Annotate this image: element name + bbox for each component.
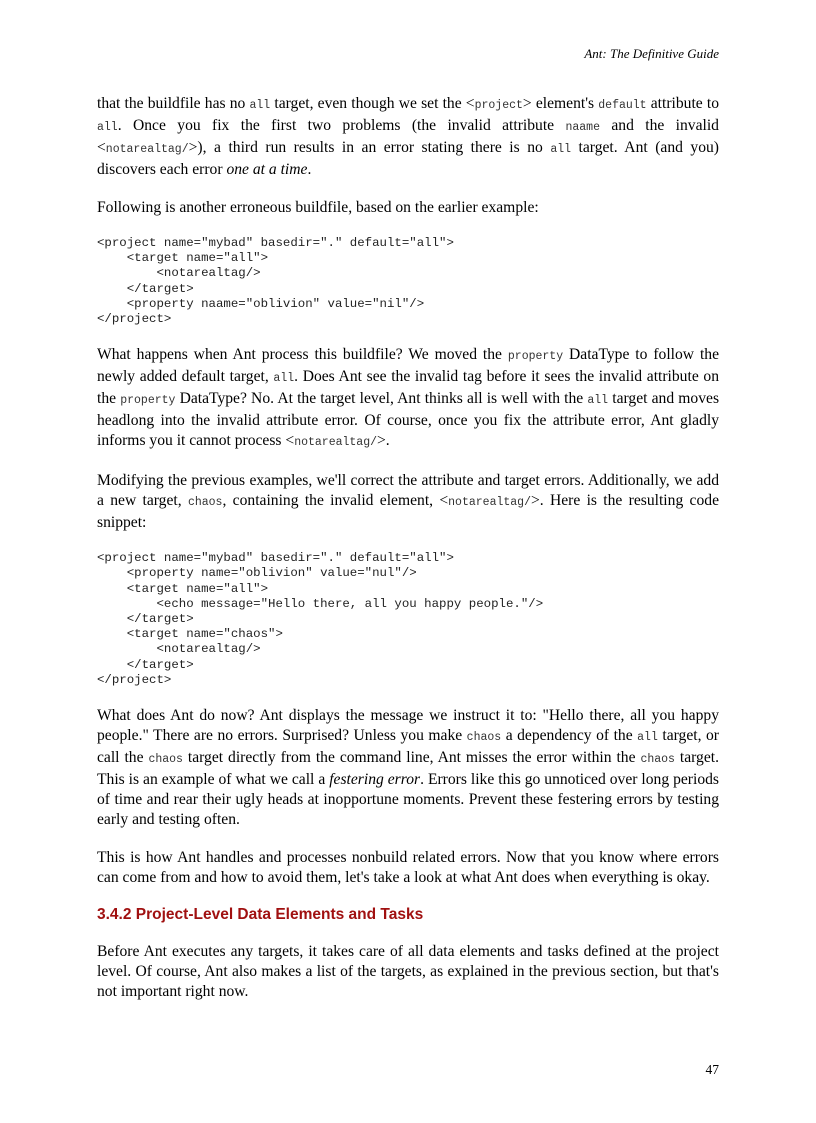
paragraph-4: Modifying the previous examples, we'll correct the attribute and target errors. Additionally, we add a new target, chaos, containing the invalid element, <notarealtag/>. Here is the resulting code snippet: (97, 472, 719, 532)
paragraph-7: Before Ant executes any targets, it takes care of all data elements and tasks defined at the project level. Of course, Ant also makes a list of the targets, as explained in the previous section, but that's not important right now. (97, 943, 719, 1001)
page-body (97, 94, 719, 1020)
inline-code: property (120, 394, 176, 408)
inline-code: all (587, 394, 609, 408)
running-header: Ant: The Definitive Guide (584, 46, 719, 61)
paragraph-6: This is how Ant handles and processes nonbuild related errors. Now that you know where errors can come from and how to avoid them, let's take a look at what Ant does when everything is okay. (97, 849, 719, 887)
inline-code: notarealtag/ (294, 436, 378, 450)
code-block-2: <project name="mybad" basedir="." default="all"> <property name="oblivion" value="nul"/> <target name="all"> <echo message="Hello there, all you happy people."/> </target> <target name="chaos"> <notarealtag/> </target> </project> (97, 551, 544, 687)
inline-code: all (249, 99, 271, 112)
inline-code: all (550, 143, 572, 156)
code-block-1: <project name="mybad" basedir="." default="all"> <target name="all"> <notarealtag/> </target> <property naame="oblivion" value="nil"/> </project> (97, 236, 454, 327)
section-heading: 3.4.2 Project-Level Data Elements and Tasks (97, 906, 424, 924)
inline-code: all (273, 372, 295, 386)
inline-code: default (598, 99, 647, 112)
inline-code: chaos (187, 496, 223, 510)
paragraph-3: What happens when Ant process this buildfile? We moved the property DataType to follow the newly added default target, all. Does Ant see the invalid tag before it sees the invalid attribute on the property DataType? No. At the target level, Ant thinks all is well with the all target and moves headlong into the invalid attribute error. Of course, once you fix the attribute error, Ant gladly informs you it cannot process <notarealtag/>. (97, 346, 720, 450)
inline-code: chaos (640, 753, 675, 767)
paragraph-1: that the buildfile has no all target, even though we set the <project> element's default attribute to all. Once you fix the first two problems (the invalid attribute naame and the invalid <notarealtag/>), a third run results in an error stating there is no all target. Ant (and you) discovers each error one at a time. (97, 95, 719, 178)
emphasis: one at a time (226, 161, 308, 178)
inline-code: property (507, 350, 564, 364)
page-number: 47 (705, 1062, 719, 1077)
inline-code: project (474, 99, 523, 112)
emphasis: festering error (329, 771, 421, 789)
inline-code: all (97, 121, 118, 134)
inline-code: naame (565, 121, 600, 134)
inline-code: all (637, 731, 658, 745)
paragraph-5: What does Ant do now? Ant displays the message we instruct it to: "Hello there, all you happy people." There are no errors. Surprised? Unless you make chaos a dependency of the all target, or call the chaos target directly from the command line, Ant misses the error within the chaos target. This is an example of what we call a festering error. Errors like this go unnoticed over long periods of time and rear their ugly heads at inopportune moments. Prevent these festering errors by testing early and testing often. (97, 707, 720, 829)
inline-code: notarealtag/ (448, 496, 531, 510)
inline-code: notarealtag/ (105, 143, 189, 156)
inline-code: chaos (148, 753, 183, 767)
paragraph-2: Following is another erroneous buildfile, based on the earlier example: (97, 199, 539, 216)
inline-code: chaos (466, 731, 502, 745)
